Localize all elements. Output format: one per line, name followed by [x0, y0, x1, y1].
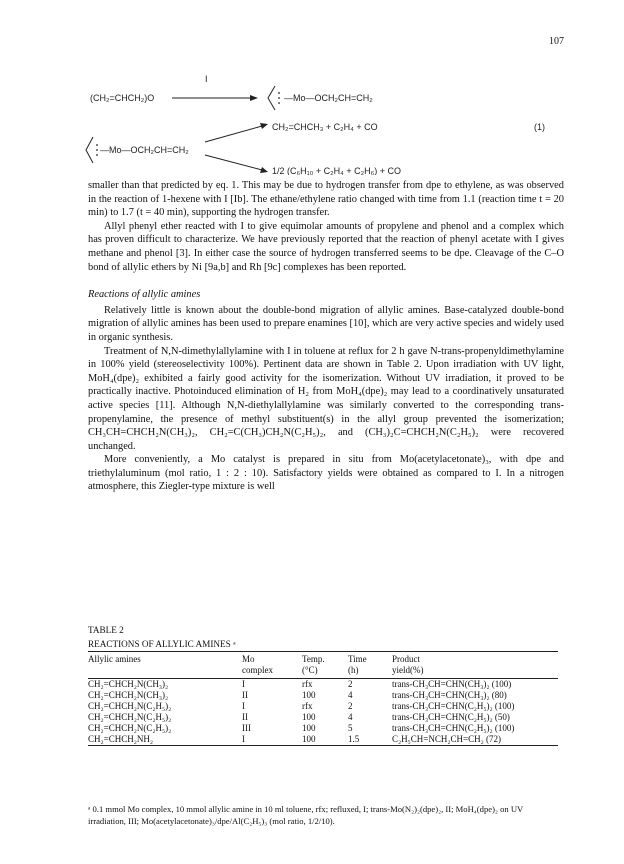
table-row: [88, 701, 558, 712]
table-footnote: ᵃ 0.1 mmol Mo complex, 10 mmol allylic amine in 10 ml toluene, rfx; refluxed, I; trans-Mo(N₂)₂(dpe)₂, II; MoH₄(dpe)₂ on UV irradiation, III; Mo(acetylacetonate)₃/dpe/Al(C₂H₅)₃ (mol ratio, 1/2/10).: [88, 804, 524, 826]
lower-products: 1/2 (C₆H₁₀ + C₂H₄ + C₂H₆) + CO: [272, 166, 401, 175]
upper-arrowhead: [260, 123, 268, 129]
header-product: Product yield(%): [392, 654, 424, 675]
cell-mo: II: [242, 690, 248, 700]
cell-mo: III: [242, 723, 251, 733]
cell-product: trans-CH₃CH=CHN(CH₃)₂ (100): [392, 679, 512, 689]
cell-product: trans-CH₃CH=CHN(C₂H₅)₂ (100): [392, 701, 515, 711]
cell-mo: II: [242, 712, 248, 722]
paragraph-2: Allyl phenyl ether reacted with I to give equimolar amounts of propylene and phenol and a complex which has proven difficult to characterize. We have previously reported that the reaction of phenyl acetate with I gives methane and phenol [3]. In either case the source of hydrogen transferred seems to be dpe. Cleavage of the C–O bond of allylic ethers by Ni [9a,b] and Rh [9c] complexes has been reported.: [88, 220, 564, 273]
cell-amine: CH₂=CHCH₂N(C₂H₅)₂: [88, 712, 172, 722]
page-number: 107: [549, 36, 564, 47]
paragraph-5: More conveniently, a Mo catalyst is prepared in situ from Mo(acetylacetonate)₃, with dpe and triethylaluminum (mol ratio, 1 : 2 : 10). Satisfactory yields were obtained as compared to I. In a nitrogen atmosphere, this Ziegler-type mixture is well: [88, 454, 564, 493]
lower-arrowhead: [260, 167, 268, 173]
table-title: REACTIONS OF ALLYLIC AMINES ᵃ: [88, 639, 236, 649]
cell-time: 2: [348, 701, 353, 711]
table-row: [88, 690, 558, 701]
header-amine: Allylic amines: [88, 654, 141, 664]
left-complex: —Mo—OCH₂CH=CH₂: [100, 145, 189, 155]
cell-temp: 100: [302, 690, 316, 700]
upper-arrow: [205, 126, 262, 142]
cell-time: 4: [348, 690, 353, 700]
cell-mo: I: [242, 701, 245, 711]
cell-temp: 100: [302, 712, 316, 722]
paragraph-4: Treatment of N,N-dimethylallylamine with I in toluene at reflux for 2 h gave N-trans-propenyldimethylamine in 100% yield (stereoselectivity 100%). Pertinent data are shown in Table 2. Upon irradiation with UV light, MoH₄(dpe)₂ exhibited a fairly good activity for the isomerization. Without UV irradiation, it proved to be practically inactive. Photoinduced elimination of H₂ from MoH₄(dpe)₂ may lead to a coordinatively unsaturated active species [11]. Although N,N-diethylallylamine was similarly converted to the corresponding trans-propenylamine, the presence of methyl substituent(s) in the allyl group prevented the isomerization; CH₃CH=CHCH₂N(CH₃)₂, CH₂=C(CH₃)CH₂N(C₂H₅)₂, and (CH₃)₂C=CHCH₂N(C₂H₅)₂ were recovered unchanged.: [88, 345, 564, 452]
lower-arrow: [205, 155, 262, 170]
cell-product: C₂H₅CH=NCH₂CH=CH₂ (72): [392, 734, 501, 744]
cell-amine: CH₂=CHCH₂N(CH₃)₂: [88, 690, 169, 700]
cell-product: trans-CH₃CH=CHN(CH₃)₂ (80): [392, 690, 507, 700]
section-heading: Reactions of allylic amines: [88, 289, 201, 301]
cell-time: 2: [348, 679, 353, 689]
mo-ring-left: [86, 137, 98, 163]
table-row: [88, 679, 558, 691]
cell-time: 1.5: [348, 734, 360, 744]
cell-product: trans-CH₃CH=CHN(C₂H₅)₂ (50): [392, 712, 510, 722]
cell-temp: 100: [302, 734, 316, 744]
cell-amine: CH₂=CHCH₂NH₂: [88, 734, 153, 744]
cell-amine: CH₂=CHCH₂N(CH₃)₂: [88, 679, 169, 689]
top-product: —Mo—OCH₂CH=CH₂: [284, 93, 373, 103]
table-row: [88, 734, 558, 746]
top-arrowhead: [250, 95, 258, 101]
body-text: [88, 179, 564, 494]
cell-product: trans-CH₃CH=CHN(C₂H₅)₂ (100): [392, 723, 515, 733]
cell-mo: I: [242, 679, 245, 689]
upper-products: CH₂=CHCH₃ + C₂H₄ + CO: [272, 122, 378, 132]
cell-mo: I: [242, 734, 245, 744]
cell-temp: rfx: [302, 701, 313, 711]
paragraph-1: smaller than that predicted by eq. 1. This may be due to hydrogen transfer from dpe to ethylene, as was observed in the reaction of 1-hexene with I [Ib]. The ethane/ethylene ratio changed with time from 1.1 (reaction time t = 20 min) to 1.7 (t = 40 min), supporting the hydrogen transfer.: [88, 180, 564, 219]
table-row: [88, 712, 558, 723]
table-label: TABLE 2: [88, 625, 124, 635]
cell-time: 5: [348, 723, 353, 733]
header-time: Time (h): [348, 654, 367, 675]
mo-ring-top: [268, 86, 280, 110]
top-arrow-label: I: [205, 74, 208, 84]
cell-temp: 100: [302, 723, 316, 733]
paragraph-3: Relatively little is known about the double-bond migration of allylic amines. Base-catalyzed double-bond migration of allylic amines has been used to prepare enamines [10], which are very active species and widely used in organic synthesis.: [88, 304, 564, 343]
top-reactant: (CH₂=CHCH₂)O: [90, 93, 155, 103]
cell-time: 4: [348, 712, 353, 722]
header-temp: Temp. (°C): [302, 654, 325, 675]
cell-amine: CH₂=CHCH₂N(C₂H₅)₂: [88, 701, 172, 711]
cell-amine: CH₂=CHCH₂N(C₂H₅)₂: [88, 723, 172, 733]
reaction-scheme: [0, 0, 624, 175]
table-caption: [88, 623, 236, 651]
reactions-table: [88, 651, 558, 746]
table-header-row: [88, 652, 558, 679]
header-mo: Mo complex: [242, 654, 273, 675]
table-row: [88, 723, 558, 734]
cell-temp: rfx: [302, 679, 313, 689]
equation-number: (1): [534, 122, 545, 132]
